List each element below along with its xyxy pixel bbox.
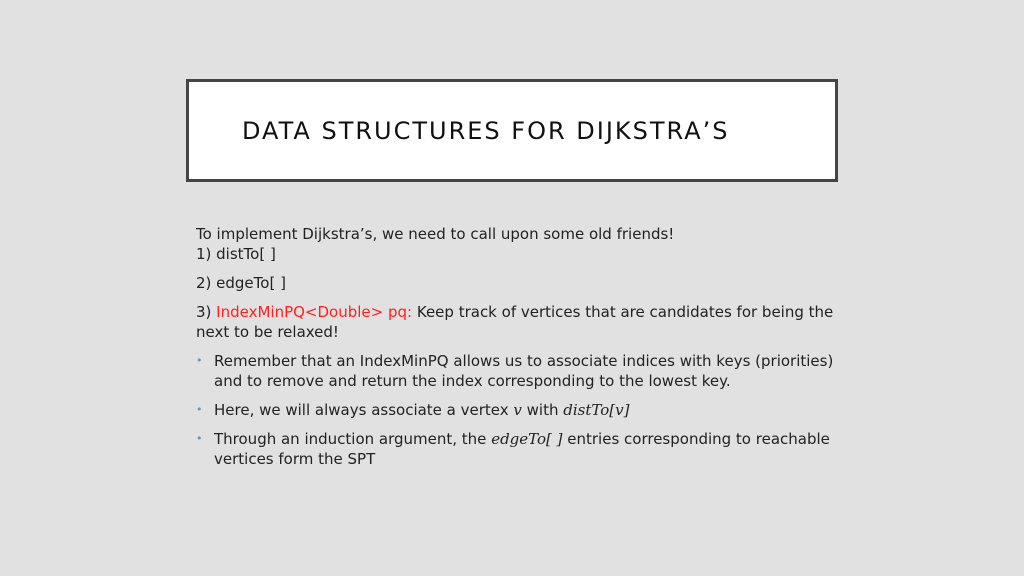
bullet-icon: • <box>196 432 203 445</box>
bullet-induction <box>196 429 836 469</box>
bullet-icon: • <box>196 354 203 367</box>
item-distto: 1) distTo[ ] <box>196 245 276 263</box>
math-v: v <box>513 401 522 419</box>
item-pq <box>196 302 836 342</box>
slide-body <box>196 224 836 469</box>
intro-text: To implement Dijkstra’s, we need to call upon some old friends! <box>196 225 675 243</box>
math-edgeto: edgeTo[ ] <box>491 430 563 448</box>
bullet-text: Remember that an IndexMinPQ allows us to associate indices with keys (priorities) and to remove and return the index corresponding to the lowest key. <box>214 352 834 390</box>
bullet-text-post: entries corresponding to reachable vertices form the SPT <box>214 430 830 468</box>
title-box <box>186 79 838 182</box>
bullet-text-pre: Through an induction argument, the <box>214 430 492 448</box>
item-edgeto: 2) edgeTo[ ] <box>196 274 286 292</box>
bullet-icon: • <box>196 403 203 416</box>
math-distto-v: distTo[v] <box>563 401 630 419</box>
bullet-indexminpq <box>196 351 836 391</box>
item-pq-highlight: IndexMinPQ<Double> pq: <box>216 303 413 321</box>
slide-title: DATA STRUCTURES FOR DIJKSTRA’S <box>242 116 730 145</box>
bullet-associate <box>196 400 836 420</box>
item-pq-prefix: 3) <box>196 303 217 321</box>
item-pq-rest: Keep track of vertices that are candidates for being the next to be relaxed! <box>196 303 834 341</box>
bullet-text-mid: with <box>521 401 564 419</box>
bullet-text-pre: Here, we will always associate a vertex <box>214 401 514 419</box>
